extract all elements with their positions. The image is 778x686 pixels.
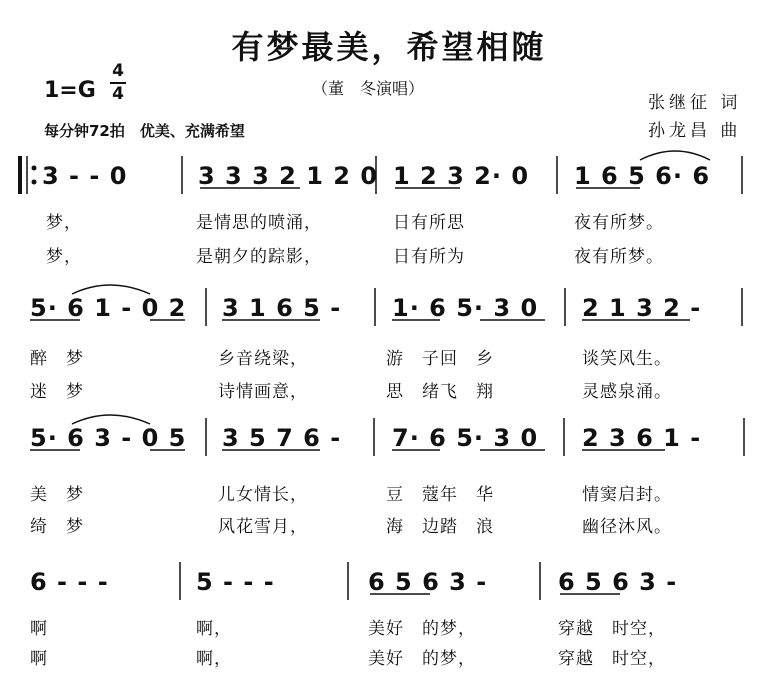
lyric-2-3-v1: 游 子回 乡 xyxy=(386,349,494,369)
lyric-4-2-v1: 啊， xyxy=(196,619,232,639)
measure-1-3: 1 2 3 2· 0 xyxy=(393,162,530,190)
lyric-3-3-v2: 海 边踏 浪 xyxy=(386,517,494,537)
staff-system-2 xyxy=(0,282,778,412)
lyric-1-1-v2: 梦， xyxy=(46,247,82,267)
lyric-2-2-v2: 诗情画意， xyxy=(218,382,308,402)
measure-1-1: 3 - - 0 xyxy=(42,162,128,190)
lyric-1-1-v1: 梦， xyxy=(46,213,82,233)
measure-3-1: 5· 6 3 - 0 5 xyxy=(30,424,187,452)
lyric-2-3-v2: 思 绪飞 翔 xyxy=(386,382,494,402)
measure-3-2: 3 5 7 6 - xyxy=(222,424,342,452)
lyric-1-2-v1: 是情思的喷涌， xyxy=(196,213,322,233)
lyric-1-3-v1: 日有所思 xyxy=(393,213,465,233)
lyric-2-4-v1: 谈笑风生。 xyxy=(582,349,672,369)
lyric-3-4-v2: 幽径沐风。 xyxy=(582,517,672,537)
lyric-1-3-v2: 日有所为 xyxy=(393,247,465,267)
lyric-1-4-v1: 夜有所梦。 xyxy=(574,213,664,233)
lyric-4-3-v1: 美好 的梦， xyxy=(368,619,476,639)
measure-2-2: 3 1 6 5 - xyxy=(222,294,342,322)
lyricist-credit: 张继征 词 xyxy=(648,93,742,113)
measure-4-3: 6 5 6 3 - xyxy=(368,568,488,596)
lyric-2-2-v1: 乡音绕梁， xyxy=(218,349,308,369)
measure-3-3: 7· 6 5· 3 0 xyxy=(392,424,539,452)
lyric-3-4-v1: 情窦启封。 xyxy=(582,485,672,505)
song-title: 有梦最美，希望相随 xyxy=(231,28,547,66)
time-signature-bottom: 4 xyxy=(112,84,124,104)
lyric-4-2-v2: 啊， xyxy=(196,649,232,669)
staff-system-4 xyxy=(0,556,778,686)
measure-2-1: 5· 6 1 - 0 2 xyxy=(30,294,187,322)
measure-1-4: 1 6 5 6· 6 xyxy=(574,162,711,190)
lyric-4-1-v1: 啊 xyxy=(30,619,48,639)
measure-4-4: 6 5 6 3 - xyxy=(558,568,678,596)
lyric-3-2-v1: 儿女情长， xyxy=(218,485,308,505)
staff-system-1 xyxy=(0,150,778,280)
lyric-1-2-v2: 是朝夕的踪影， xyxy=(196,247,322,267)
key-signature: 1=G xyxy=(44,78,96,103)
lyric-4-3-v2: 美好 的梦， xyxy=(368,649,476,669)
lyric-2-4-v2: 灵感泉涌。 xyxy=(582,382,672,402)
measure-3-4: 2 3 6 1 - xyxy=(582,424,702,452)
measure-1-2: 3 3 3 2 1 2 0 xyxy=(198,162,379,190)
lyric-3-1-v1: 美 梦 xyxy=(30,485,84,505)
singer-credit: （董 冬演唱） xyxy=(312,79,425,98)
measure-4-1: 6 - - - xyxy=(30,568,109,596)
staff-system-3 xyxy=(0,412,778,542)
tempo-marking: 每分钟72拍 优美、充满希望 xyxy=(44,122,245,140)
lyric-3-1-v2: 绮 梦 xyxy=(30,517,84,537)
time-signature xyxy=(110,62,126,104)
measure-2-3: 1· 6 5· 3 0 xyxy=(392,294,539,322)
composer-credit: 孙龙昌 曲 xyxy=(648,121,742,141)
measure-2-4: 2 1 3 2 - xyxy=(582,294,702,322)
lyric-4-4-v1: 穿越 时空， xyxy=(558,619,666,639)
lyric-2-1-v2: 迷 梦 xyxy=(30,382,84,402)
lyric-3-3-v1: 豆 蔻年 华 xyxy=(386,485,494,505)
measure-4-2: 5 - - - xyxy=(196,568,275,596)
lyric-3-2-v2: 风花雪月， xyxy=(218,517,308,537)
lyric-4-1-v2: 啊 xyxy=(30,649,48,669)
time-signature-top: 4 xyxy=(112,61,124,81)
lyric-2-1-v1: 醉 梦 xyxy=(30,349,84,369)
lyric-1-4-v2: 夜有所梦。 xyxy=(574,247,664,267)
lyric-4-4-v2: 穿越 时空， xyxy=(558,649,666,669)
